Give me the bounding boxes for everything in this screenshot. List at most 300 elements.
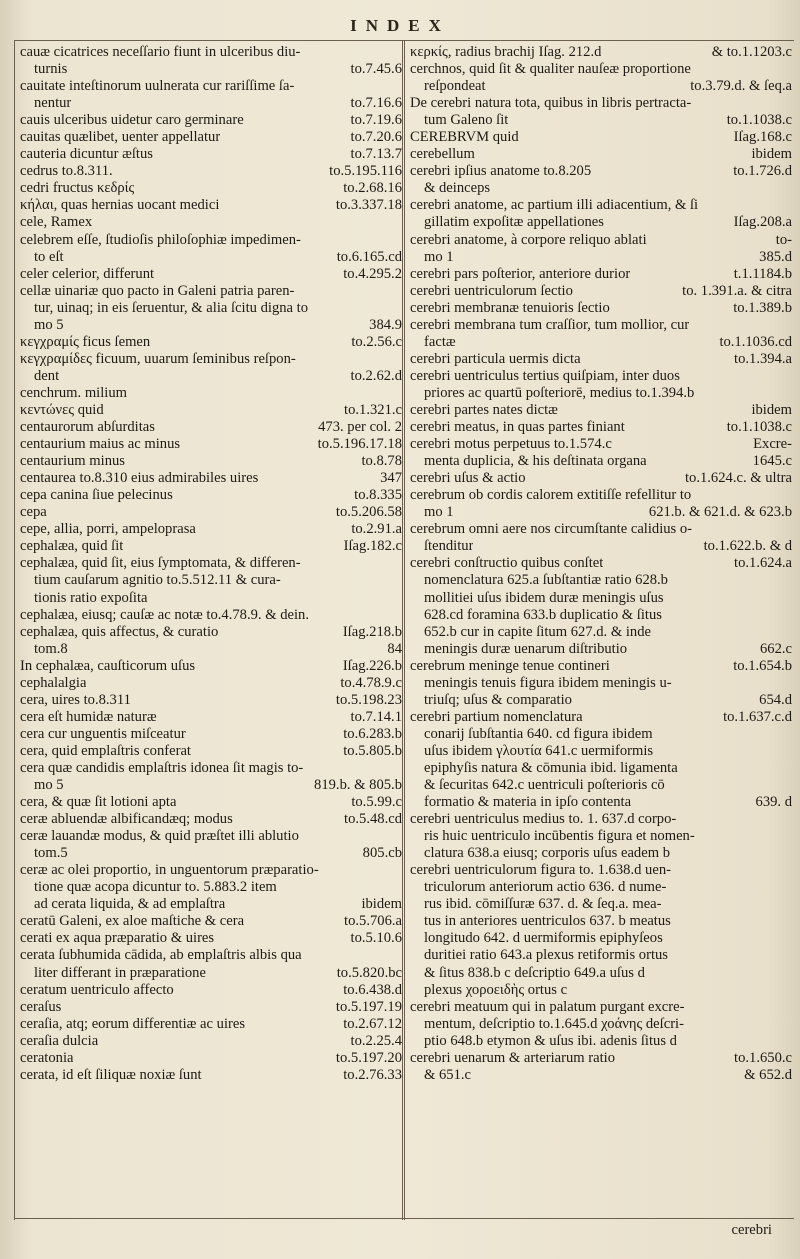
entry-text: mentum, deſcriptio to.1.645.d χοάνης deſcri- bbox=[424, 1015, 684, 1032]
entry-text: clatura 638.a eiusq; corporis uſus eadem b bbox=[424, 845, 670, 862]
index-entry bbox=[410, 334, 792, 351]
entry-text: meningis duræ uenarum diſtributio bbox=[424, 640, 628, 657]
index-entry bbox=[410, 930, 792, 947]
entry-text: celebrem eſſe, ſtudioſis philoſophiæ impedimen- bbox=[20, 231, 301, 248]
entry-text: cerebri uſus & actio bbox=[410, 470, 526, 487]
entry-text: ptio 648.b etymon & uſus ibi. adenis ſitus d bbox=[424, 1032, 677, 1049]
entry-text: cera cur unguentis miſceatur bbox=[20, 725, 186, 742]
index-entry bbox=[410, 879, 792, 896]
entry-reference: to.7.13.7 bbox=[350, 146, 402, 163]
entry-text: ceratonia bbox=[20, 1049, 74, 1066]
index-entry bbox=[410, 862, 792, 879]
entry-text: liter differant in præparatione bbox=[34, 964, 206, 981]
entry-reference: Iſag.168.c bbox=[733, 129, 792, 146]
index-entry bbox=[410, 95, 792, 112]
entry-text: tionis ratio expoſita bbox=[34, 589, 148, 606]
entry-reference: to.8.78 bbox=[361, 453, 402, 470]
entry-text: cerebri membrana tum craſſior, tum mollior, cur bbox=[410, 316, 690, 333]
index-entry bbox=[410, 112, 792, 129]
entry-reference: to.2.62.d bbox=[350, 367, 402, 384]
index-entry bbox=[20, 999, 402, 1016]
entry-text: triuſq; uſus & comparatio bbox=[424, 691, 572, 708]
entry-reference: to.5.206.58 bbox=[335, 504, 402, 521]
entry-reference: to.7.14.1 bbox=[350, 708, 402, 725]
entry-text: cerebri meatuum qui in palatum purgant excre- bbox=[410, 998, 685, 1015]
index-entry bbox=[20, 470, 402, 487]
entry-reference: to.2.25.4 bbox=[350, 1032, 402, 1049]
entry-reference: to. 1.391.a. & citra bbox=[682, 282, 792, 299]
entry-text: cerebri uentriculus medius to. 1. 637.d corpo- bbox=[410, 811, 677, 828]
index-entry bbox=[20, 61, 402, 78]
index-entry bbox=[410, 675, 792, 692]
entry-text: meningis tenuis figura ibidem meningis u- bbox=[424, 674, 672, 691]
entry-reference: to.5.706.a bbox=[344, 913, 402, 930]
left-index-column bbox=[20, 44, 402, 1084]
index-entry bbox=[410, 402, 792, 419]
entry-text: cepa canina ſiue pelecinus bbox=[20, 487, 173, 504]
entry-text: tum Galeno ſit bbox=[424, 112, 509, 129]
entry-reference: to.5.195.116 bbox=[329, 163, 402, 180]
index-entry bbox=[410, 811, 792, 828]
entry-text: tur, uinaq; in eis ſeruentur, & alia ſcitu digna to bbox=[34, 299, 309, 316]
entry-text: cepa bbox=[20, 504, 47, 521]
index-entry bbox=[20, 709, 402, 726]
entry-reference: 84 bbox=[387, 640, 402, 657]
entry-reference: to.7.16.6 bbox=[350, 95, 402, 112]
entry-reference: to.5.99.c bbox=[351, 794, 402, 811]
entry-reference: to.5.820.bc bbox=[336, 964, 402, 981]
entry-text: κεγχραμίδες ficuum, uuarum ſeminibus reſpon- bbox=[20, 350, 296, 367]
index-entry bbox=[410, 300, 792, 317]
entry-reference: to.5.197.20 bbox=[335, 1049, 402, 1066]
entry-text: cera, uires to.8.311 bbox=[20, 691, 131, 708]
index-entry bbox=[410, 436, 792, 453]
index-entry bbox=[20, 982, 402, 999]
entry-text: epiphyſis natura & cōmunia ibid. ligamenta bbox=[424, 759, 678, 776]
entry-text: cerati ex aqua præparatio & uires bbox=[20, 930, 215, 947]
index-entry bbox=[410, 180, 792, 197]
entry-reference: to.2.91.a bbox=[351, 521, 402, 538]
entry-reference: to.5.197.19 bbox=[335, 998, 402, 1015]
entry-reference: to.7.20.6 bbox=[350, 129, 402, 146]
entry-text: κερκίς, radius brachij Iſag. 212.d bbox=[410, 44, 602, 60]
index-entry bbox=[410, 743, 792, 760]
entry-text: & ſitus 838.b c deſcriptio 649.a uſus d bbox=[424, 964, 645, 981]
index-entry bbox=[410, 232, 792, 249]
entry-reference: to.1.1038.c bbox=[726, 112, 792, 129]
entry-text: ceræ ac olei proportio, in unguentorum præparatio- bbox=[20, 862, 319, 879]
entry-reference: to.1.1038.c bbox=[726, 419, 792, 436]
index-entry bbox=[20, 78, 402, 95]
entry-text: cerebri ipſius anatome to.8.205 bbox=[410, 163, 592, 180]
entry-text: cedri fructus κεδρίς bbox=[20, 180, 135, 197]
entry-reference: Iſag.218.b bbox=[342, 623, 402, 640]
index-entry bbox=[20, 658, 402, 675]
index-entry bbox=[20, 1016, 402, 1033]
index-entry bbox=[20, 283, 402, 300]
entry-reference: Excre- bbox=[753, 436, 792, 453]
entry-reference: 819.b. & 805.b bbox=[314, 777, 402, 794]
index-entry bbox=[20, 675, 402, 692]
entry-reference: to.1.1036.cd bbox=[719, 333, 792, 350]
index-entry bbox=[20, 794, 402, 811]
index-entry bbox=[20, 777, 402, 794]
entry-text: κήλαι, quas hernias uocant medici bbox=[20, 197, 220, 214]
entry-reference: to.6.165.cd bbox=[336, 248, 402, 265]
entry-reference: to- bbox=[775, 231, 792, 248]
entry-text: cerebri uenarum & arteriarum ratio bbox=[410, 1049, 616, 1066]
right-index-column bbox=[410, 44, 792, 1084]
index-entry bbox=[20, 624, 402, 641]
index-entry bbox=[20, 453, 402, 470]
entry-text: cephalæa, quis affectus, & curatio bbox=[20, 623, 219, 640]
entry-text: cedrus to.8.311. bbox=[20, 163, 113, 180]
entry-text: cera quæ candidis emplaſtris idonea ſit magis to- bbox=[20, 759, 304, 776]
entry-text: cerebri uentriculorum figura to. 1.638.d uen- bbox=[410, 862, 671, 879]
index-entry bbox=[20, 879, 402, 896]
entry-text: tom.8 bbox=[34, 640, 68, 657]
entry-text: cauteria dicuntur æſtus bbox=[20, 146, 153, 163]
entry-text: nomenclatura 625.a ſubſtantiæ ratio 628.b bbox=[424, 572, 668, 589]
index-entry bbox=[410, 249, 792, 266]
entry-text: mollitiei uſus ibidem duræ meningis uſus bbox=[424, 589, 664, 606]
entry-text: cerata, id eſt ſiliquæ noxiæ ſunt bbox=[20, 1066, 202, 1083]
index-entry bbox=[410, 146, 792, 163]
entry-text: cepe, allia, porri, ampeloprasa bbox=[20, 521, 196, 538]
index-entry bbox=[410, 1033, 792, 1050]
entry-reference: 384.9 bbox=[369, 316, 402, 333]
entry-reference: to.1.622.b. & d bbox=[703, 538, 792, 555]
index-entry bbox=[20, 607, 402, 624]
index-entry bbox=[410, 163, 792, 180]
index-entry bbox=[410, 709, 792, 726]
index-entry bbox=[410, 317, 792, 334]
entry-reference: to.5.196.17.18 bbox=[317, 436, 402, 453]
entry-text: gillatim expoſitæ appellationes bbox=[424, 214, 604, 231]
entry-reference: & 652.d bbox=[744, 1066, 792, 1083]
entry-text: tom.5 bbox=[34, 845, 68, 862]
entry-text: factæ bbox=[424, 333, 456, 350]
index-entry bbox=[20, 436, 402, 453]
entry-reference: to.2.56.c bbox=[351, 333, 402, 350]
entry-text: formatio & materia in ipſo contenta bbox=[424, 794, 632, 811]
index-entry bbox=[20, 266, 402, 283]
index-entry bbox=[20, 214, 402, 231]
index-entry bbox=[410, 760, 792, 777]
index-entry bbox=[20, 862, 402, 879]
index-entry bbox=[410, 61, 792, 78]
index-entry bbox=[410, 572, 792, 589]
entry-text: cerebri pars poſterior, anteriore durior bbox=[410, 265, 631, 282]
entry-text: 628.cd foramina 633.b duplicatio & ſitus bbox=[424, 606, 662, 623]
entry-text: cerebri uentriculorum ſectio bbox=[410, 282, 573, 299]
index-entry bbox=[410, 385, 792, 402]
index-entry bbox=[410, 197, 792, 214]
index-entry bbox=[20, 368, 402, 385]
catchword: cerebri bbox=[731, 1222, 772, 1238]
index-entry bbox=[20, 572, 402, 589]
index-entry bbox=[20, 1033, 402, 1050]
entry-text: CEREBRVM quid bbox=[410, 129, 519, 146]
entry-reference: 639. d bbox=[755, 794, 792, 811]
entry-text: menta duplicia, & his deſtinata organa bbox=[424, 453, 647, 470]
index-entry bbox=[20, 743, 402, 760]
entry-text: In cephalæa, cauſticorum uſus bbox=[20, 657, 196, 674]
entry-text: cauitate inteſtinorum uulnerata cur rariſſime ſa- bbox=[20, 78, 295, 95]
index-entry bbox=[410, 913, 792, 930]
entry-reference: to.1.394.a bbox=[734, 350, 792, 367]
entry-text: cenchrum. milium bbox=[20, 384, 127, 401]
entry-text: ceratū Galeni, ex aloe maſtiche & cera bbox=[20, 913, 245, 930]
entry-text: centaurea to.8.310 eius admirabiles uires bbox=[20, 470, 259, 487]
index-entry bbox=[410, 777, 792, 794]
index-entry bbox=[410, 1016, 792, 1033]
entry-reference: 347 bbox=[380, 470, 402, 487]
entry-reference: Iſag.208.a bbox=[733, 214, 792, 231]
entry-reference: Iſag.226.b bbox=[342, 657, 402, 674]
entry-text: cerebri particula uermis dicta bbox=[410, 350, 581, 367]
index-entry bbox=[410, 845, 792, 862]
entry-reference: to.4.78.9.c bbox=[340, 674, 402, 691]
entry-reference: to.1.624.a bbox=[734, 555, 792, 572]
entry-text: cerebellum bbox=[410, 146, 475, 163]
entry-text: & 651.c bbox=[424, 1066, 472, 1083]
index-entry bbox=[410, 351, 792, 368]
index-entry bbox=[20, 146, 402, 163]
index-entry bbox=[20, 300, 402, 317]
entry-reference: 654.d bbox=[759, 691, 792, 708]
entry-text: cephalæa, eiusq; cauſæ ac notæ to.4.78.9. & dein. bbox=[20, 606, 309, 623]
entry-reference: to.6.438.d bbox=[343, 981, 402, 998]
index-entry bbox=[20, 232, 402, 249]
index-entry bbox=[20, 538, 402, 555]
index-entry bbox=[20, 896, 402, 913]
index-entry bbox=[410, 129, 792, 146]
entry-text: longitudo 642. d uermiformis epiphyſeos bbox=[424, 930, 663, 947]
index-entry bbox=[20, 692, 402, 709]
entry-text: conarij ſubſtantia 640. cd figura ibidem bbox=[424, 725, 653, 742]
entry-text: & ſecuritas 642.c uentriculi poſterioris cō bbox=[424, 777, 665, 794]
entry-reference: 1645.c bbox=[752, 453, 792, 470]
index-entry bbox=[410, 624, 792, 641]
entry-text: tus in anteriores uentriculos 637. b meatus bbox=[424, 913, 671, 930]
index-entry bbox=[20, 163, 402, 180]
index-entry bbox=[20, 590, 402, 607]
index-entry bbox=[410, 726, 792, 743]
entry-text: & deinceps bbox=[424, 180, 491, 197]
entry-reference: to.1.637.c.d bbox=[723, 708, 792, 725]
entry-text: cephalæa, quid ſit, eius ſymptomata, & differen- bbox=[20, 555, 301, 572]
index-entry bbox=[410, 470, 792, 487]
entry-text: ad cerata liquida, & ad emplaſtra bbox=[34, 896, 226, 913]
entry-text: mo 1 bbox=[424, 504, 454, 521]
entry-reference: 805.cb bbox=[362, 845, 402, 862]
entry-reference: to.8.335 bbox=[354, 487, 402, 504]
index-entry bbox=[20, 249, 402, 266]
entry-reference: to.1.389.b bbox=[733, 299, 792, 316]
entry-text: ſtenditur bbox=[424, 538, 474, 555]
index-entry bbox=[410, 1067, 792, 1084]
entry-text: turnis bbox=[34, 61, 68, 78]
index-entry bbox=[20, 402, 402, 419]
entry-text: ris huic uentriculo incūbentis figura et nomen- bbox=[424, 828, 695, 845]
entry-text: cephalalgia bbox=[20, 674, 87, 691]
entry-reference: Iſag.182.c bbox=[343, 538, 402, 555]
index-entry bbox=[410, 947, 792, 964]
entry-reference: to.5.10.6 bbox=[350, 930, 402, 947]
entry-reference: t.1.1184.b bbox=[733, 265, 792, 282]
entry-text: tium cauſarum agnitio to.5.512.11 & cura- bbox=[34, 572, 281, 589]
entry-reference: to.5.48.cd bbox=[344, 811, 402, 828]
entry-text: cerebri partium nomenclatura bbox=[410, 708, 583, 725]
entry-text: cerebri anatome, ac partium illi adiacentium, & ſi bbox=[410, 197, 699, 214]
index-entry bbox=[20, 760, 402, 777]
index-entry bbox=[410, 538, 792, 555]
left-margin-rule bbox=[14, 40, 15, 1220]
entry-text: cerebri partes nates dictæ bbox=[410, 401, 558, 418]
entry-text: dent bbox=[34, 367, 60, 384]
index-entry bbox=[20, 504, 402, 521]
index-entry bbox=[410, 999, 792, 1016]
entry-text: duritiei ratio 643.a plexus retiformis ortus bbox=[424, 947, 668, 964]
entry-text: cauis ulceribus uidetur caro germinare bbox=[20, 112, 244, 129]
index-entry bbox=[20, 95, 402, 112]
page-header: INDEX bbox=[350, 16, 450, 35]
entry-reference: to.4.295.2 bbox=[343, 265, 402, 282]
entry-text: mo 5 bbox=[34, 316, 64, 333]
entry-reference: to.7.19.6 bbox=[350, 112, 402, 129]
entry-reference: to.5.198.23 bbox=[335, 691, 402, 708]
index-entry bbox=[20, 180, 402, 197]
index-entry bbox=[20, 197, 402, 214]
entry-reference: ibidem bbox=[751, 146, 792, 163]
entry-text: celer celerior, differunt bbox=[20, 265, 155, 282]
index-entry bbox=[20, 641, 402, 658]
entry-text: centaurorum abſurditas bbox=[20, 419, 155, 436]
index-entry bbox=[20, 419, 402, 436]
entry-reference: to.1.654.b bbox=[733, 657, 792, 674]
index-entry bbox=[410, 44, 792, 61]
index-entry bbox=[410, 607, 792, 624]
entry-text: cera, quid emplaſtris conferat bbox=[20, 742, 191, 759]
entry-text: rus ibid. cōmiſſuræ 637. d. & ſeq.a. mea- bbox=[424, 896, 662, 913]
index-entry bbox=[410, 283, 792, 300]
entry-text: plexus χοροειδὴς ortus c bbox=[424, 981, 568, 998]
index-entry bbox=[410, 453, 792, 470]
index-entry bbox=[410, 1050, 792, 1067]
index-entry bbox=[20, 44, 402, 61]
entry-reference: to.1.624.c. & ultra bbox=[684, 470, 792, 487]
entry-text: 652.b cur in capite ſitum 627.d. & inde bbox=[424, 623, 651, 640]
index-entry bbox=[20, 811, 402, 828]
index-entry bbox=[20, 845, 402, 862]
index-entry bbox=[20, 385, 402, 402]
entry-reference: to.2.67.12 bbox=[343, 1015, 402, 1032]
entry-text: cera, & quæ ſit lotioni apta bbox=[20, 794, 177, 811]
entry-text: De cerebri natura tota, quibus in libris pertracta- bbox=[410, 95, 692, 112]
entry-reference: to.2.76.33 bbox=[343, 1066, 402, 1083]
entry-text: mo 5 bbox=[34, 777, 64, 794]
entry-reference: to.1.726.d bbox=[733, 163, 792, 180]
entry-text: ceraſia, atq; eorum differentiæ ac uires bbox=[20, 1015, 246, 1032]
index-entry bbox=[410, 794, 792, 811]
index-entry bbox=[20, 317, 402, 334]
index-entry bbox=[410, 368, 792, 385]
entry-text: cellæ uinariæ quo pacto in Galeni patria paren- bbox=[20, 282, 295, 299]
entry-text: cerata ſubhumida cādida, ab emplaſtris albis qua bbox=[20, 947, 302, 964]
entry-text: triculorum anteriorum actio 636. d nume- bbox=[424, 879, 667, 896]
entry-text: cerchnos, quid ſit & qualiter nauſeæ proportione bbox=[410, 61, 691, 78]
entry-reference: 621.b. & 621.d. & 623.b bbox=[648, 504, 792, 521]
index-entry bbox=[410, 658, 792, 675]
entry-reference: ibidem bbox=[751, 401, 792, 418]
index-entry bbox=[20, 965, 402, 982]
entry-reference: to.3.337.18 bbox=[335, 197, 402, 214]
index-entry bbox=[410, 692, 792, 709]
entry-text: uſus ibidem γλουτία 641.c uermiformis bbox=[424, 742, 654, 759]
entry-text: nentur bbox=[34, 95, 72, 112]
index-entry bbox=[410, 504, 792, 521]
index-entry bbox=[20, 112, 402, 129]
index-entry bbox=[410, 78, 792, 95]
index-entry bbox=[410, 521, 792, 538]
entry-text: cerebri membranæ tenuioris ſectio bbox=[410, 299, 610, 316]
index-entry bbox=[20, 947, 402, 964]
index-entry bbox=[410, 965, 792, 982]
entry-text: to eſt bbox=[34, 248, 64, 265]
entry-reference: 662.c bbox=[759, 640, 792, 657]
entry-text: cephalæa, quid ſit bbox=[20, 538, 124, 555]
index-entry bbox=[20, 487, 402, 504]
entry-text: cerebri uentriculus tertius quiſpiam, inter duos bbox=[410, 367, 680, 384]
index-entry bbox=[20, 1067, 402, 1084]
entry-text: cera eſt humidæ naturæ bbox=[20, 708, 157, 725]
index-entry bbox=[410, 266, 792, 283]
entry-text: cauæ cicatrices neceſſario fiunt in ulceribus diu- bbox=[20, 44, 301, 60]
index-entry bbox=[410, 487, 792, 504]
index-entry bbox=[410, 214, 792, 231]
entry-text: cerebrum ob cordis calorem extitiſſe refellitur to bbox=[410, 487, 692, 504]
entry-text: ceraſia dulcia bbox=[20, 1032, 99, 1049]
index-entry bbox=[20, 913, 402, 930]
entry-reference: to.1.650.c bbox=[734, 1049, 792, 1066]
entry-text: κεντώνες quid bbox=[20, 401, 104, 418]
entry-text: cauitas quælibet, uenter appellatur bbox=[20, 129, 221, 146]
footer-rule bbox=[14, 1218, 794, 1219]
entry-text: reſpondeat bbox=[424, 78, 486, 95]
entry-text: cerebri motus perpetuus to.1.574.c bbox=[410, 436, 612, 453]
index-entry bbox=[410, 641, 792, 658]
entry-reference: & to.1.1203.c bbox=[711, 44, 792, 60]
entry-text: cerebrum meninge tenue contineri bbox=[410, 657, 610, 674]
index-entry bbox=[410, 982, 792, 999]
entry-text: cerebri meatus, in quas partes finiant bbox=[410, 419, 625, 436]
entry-reference: 473. per col. 2 bbox=[318, 419, 402, 436]
entry-reference: to.6.283.b bbox=[343, 725, 402, 742]
index-entry bbox=[20, 1050, 402, 1067]
index-entry bbox=[410, 555, 792, 572]
index-entry bbox=[410, 590, 792, 607]
entry-reference: to.3.79.d. & ſeq.a bbox=[690, 78, 792, 95]
entry-text: centaurium maius ac minus bbox=[20, 436, 181, 453]
entry-text: κεγχραμίς ficus ſemen bbox=[20, 333, 151, 350]
index-entry bbox=[20, 828, 402, 845]
index-entry bbox=[20, 521, 402, 538]
entry-reference: ibidem bbox=[361, 896, 402, 913]
index-entry bbox=[20, 555, 402, 572]
index-entry bbox=[20, 930, 402, 947]
entry-reference: to.7.45.6 bbox=[350, 61, 402, 78]
